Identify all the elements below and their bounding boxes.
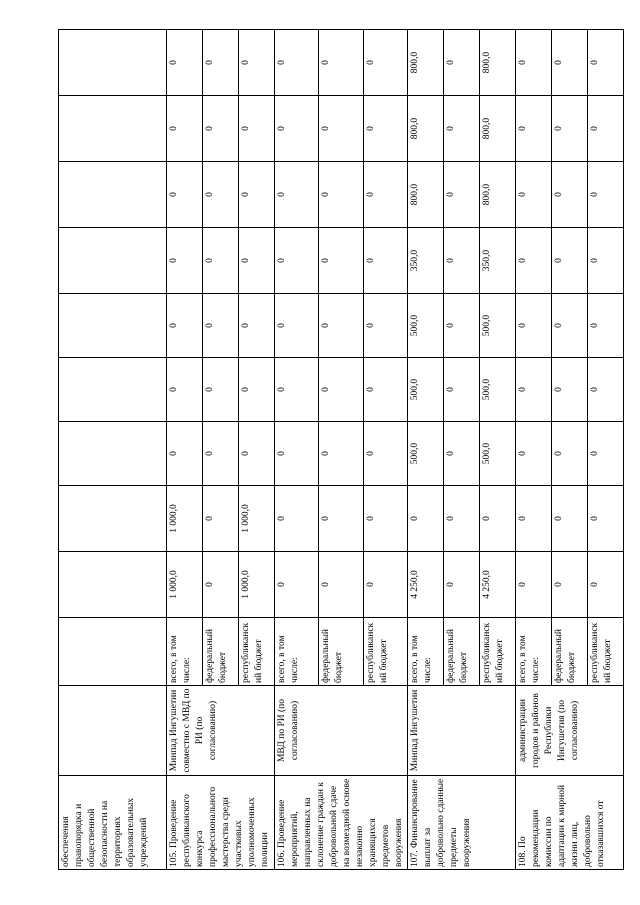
amount-cell: 0 — [275, 96, 319, 162]
amount-cell: 0 — [480, 486, 516, 552]
amount-cell: 0 — [275, 228, 319, 294]
funding-source-cell: республиканский бюджет — [480, 618, 516, 686]
amount-cell: 0 — [552, 422, 588, 486]
funding-source-cell: всего, в том числе: — [408, 618, 444, 686]
amount-cell: 0 — [444, 30, 480, 96]
amount-cell: 0 — [444, 422, 480, 486]
amount-cell: 0 — [588, 162, 624, 228]
executor-cell: Минпад Ингушетии — [408, 686, 516, 776]
amount-cell: 0 — [552, 162, 588, 228]
amount-cell — [59, 358, 167, 422]
amount-cell — [59, 162, 167, 228]
amount-cell: 0 — [167, 96, 203, 162]
amount-cell: 0 — [319, 358, 363, 422]
amount-cell — [59, 30, 167, 96]
amount-cell: 0 — [363, 228, 407, 294]
amount-cell: 0 — [363, 358, 407, 422]
amount-cell: 0 — [516, 486, 552, 552]
amount-cell: 0 — [552, 294, 588, 358]
amount-cell: 800,0 — [480, 30, 516, 96]
amount-cell: 0 — [203, 294, 239, 358]
amount-cell: 500,0 — [480, 294, 516, 358]
amount-cell: 0 — [275, 422, 319, 486]
executor-cell: Минпад Ингушетии совместно с МВД по РИ (по согласованию) — [167, 686, 275, 776]
amount-cell: 0 — [363, 486, 407, 552]
amount-cell — [59, 552, 167, 618]
amount-cell: 0 — [167, 422, 203, 486]
amount-cell: 0 — [203, 552, 239, 618]
amount-cell: 4 250,0 — [408, 552, 444, 618]
amount-cell: 0 — [203, 358, 239, 422]
table-row — [408, 30, 444, 870]
amount-cell: 0 — [588, 294, 624, 358]
event-cell: 108. По рекомендации комиссии по адаптации к мирной жизни лиц, добровольно отказавшихся от — [516, 776, 624, 870]
amount-cell: 0 — [319, 162, 363, 228]
amount-cell: 0 — [516, 30, 552, 96]
amount-cell: 0 — [552, 486, 588, 552]
amount-cell: 0 — [408, 486, 444, 552]
amount-cell — [59, 96, 167, 162]
amount-cell: 500,0 — [408, 294, 444, 358]
funding-source-cell: республиканский бюджет — [239, 618, 275, 686]
amount-cell: 0 — [363, 30, 407, 96]
table-row — [59, 30, 167, 870]
amount-cell — [59, 294, 167, 358]
amount-cell: 0 — [588, 552, 624, 618]
amount-cell — [59, 228, 167, 294]
amount-cell: 0 — [275, 486, 319, 552]
amount-cell: 0 — [444, 228, 480, 294]
amount-cell: 0 — [444, 162, 480, 228]
amount-cell: 350,0 — [408, 228, 444, 294]
amount-cell: 0 — [552, 30, 588, 96]
rotated-table-wrapper — [58, 30, 613, 870]
funding-source-cell: республиканский бюджет — [363, 618, 407, 686]
amount-cell: 0 — [319, 96, 363, 162]
funding-source-cell: федеральный бюджет — [203, 618, 239, 686]
amount-cell: 1 000,0 — [239, 486, 275, 552]
amount-cell: 0 — [588, 422, 624, 486]
amount-cell: 0 — [516, 294, 552, 358]
amount-cell: 0 — [167, 358, 203, 422]
amount-cell: 0 — [319, 552, 363, 618]
funding-source-cell: республиканский бюджет — [588, 618, 624, 686]
amount-cell: 0 — [203, 162, 239, 228]
amount-cell — [59, 486, 167, 552]
amount-cell: 0 — [319, 30, 363, 96]
amount-cell: 500,0 — [480, 422, 516, 486]
amount-cell: 0 — [319, 294, 363, 358]
amount-cell: 0 — [167, 294, 203, 358]
amount-cell: 0 — [275, 30, 319, 96]
amount-cell: 0 — [319, 228, 363, 294]
amount-cell: 0 — [444, 358, 480, 422]
amount-cell: 0 — [275, 358, 319, 422]
funding-source-cell: федеральный бюджет — [444, 618, 480, 686]
amount-cell: 800,0 — [480, 162, 516, 228]
amount-cell: 0 — [588, 486, 624, 552]
funding-source-cell — [59, 618, 167, 686]
amount-cell: 0 — [444, 96, 480, 162]
amount-cell: 0 — [588, 96, 624, 162]
amount-cell: 0 — [516, 162, 552, 228]
amount-cell: 0 — [239, 30, 275, 96]
amount-cell: 0 — [275, 162, 319, 228]
amount-cell: 0 — [516, 96, 552, 162]
amount-cell: 1 000,0 — [167, 486, 203, 552]
amount-cell: 800,0 — [408, 96, 444, 162]
amount-cell — [59, 422, 167, 486]
funding-source-cell: всего, в том числе: — [167, 618, 203, 686]
amount-cell: 0 — [319, 486, 363, 552]
budget-table — [58, 29, 624, 870]
event-cell: 105. Проведение республиканского конкурса профессионального мастерства среди участковых уполномоченных полиции — [167, 776, 275, 870]
amount-cell: 0 — [239, 96, 275, 162]
amount-cell: 0 — [363, 552, 407, 618]
event-cell: 106. Проведение мероприятий, направленных на склонение граждан к добровольной сдаче на возмездной основе незаконно хранящихся предметов вооружения — [275, 776, 408, 870]
amount-cell: 0 — [552, 552, 588, 618]
amount-cell: 4 250,0 — [480, 552, 516, 618]
amount-cell: 800,0 — [408, 30, 444, 96]
executor-cell: администрации городов и районов Республики Ингушетия (по согласованию) — [516, 686, 624, 776]
table-row — [167, 30, 203, 870]
executor-cell — [59, 686, 167, 776]
amount-cell: 0 — [363, 294, 407, 358]
amount-cell: 0 — [319, 422, 363, 486]
amount-cell: 0 — [363, 162, 407, 228]
amount-cell: 0 — [363, 422, 407, 486]
amount-cell: 800,0 — [408, 162, 444, 228]
amount-cell: 500,0 — [480, 358, 516, 422]
amount-cell: 1 000,0 — [239, 552, 275, 618]
table-body — [59, 30, 624, 870]
amount-cell: 0 — [203, 30, 239, 96]
event-cell: 107. Финансирование выплат за добровольно сданные предметы вооружения — [408, 776, 516, 870]
amount-cell: 0 — [516, 228, 552, 294]
amount-cell: 0 — [363, 96, 407, 162]
amount-cell: 0 — [552, 358, 588, 422]
amount-cell: 0 — [203, 96, 239, 162]
table-row — [275, 30, 319, 870]
amount-cell: 0 — [552, 96, 588, 162]
amount-cell: 0 — [167, 162, 203, 228]
amount-cell: 0 — [516, 358, 552, 422]
amount-cell: 0 — [275, 294, 319, 358]
amount-cell: 800,0 — [480, 96, 516, 162]
amount-cell: 0 — [203, 228, 239, 294]
amount-cell: 0 — [588, 30, 624, 96]
amount-cell: 0 — [239, 228, 275, 294]
funding-source-cell: всего, в том числе: — [516, 618, 552, 686]
amount-cell: 0 — [239, 358, 275, 422]
amount-cell: 0 — [275, 552, 319, 618]
funding-source-cell: федеральный бюджет — [319, 618, 363, 686]
amount-cell: 500,0 — [408, 358, 444, 422]
amount-cell: 0 — [516, 552, 552, 618]
amount-cell: 0 — [239, 162, 275, 228]
amount-cell: 0 — [552, 228, 588, 294]
table-row — [516, 30, 552, 870]
amount-cell: 350,0 — [480, 228, 516, 294]
amount-cell: 0 — [444, 294, 480, 358]
amount-cell: 0 — [516, 422, 552, 486]
amount-cell: 0 — [167, 228, 203, 294]
funding-source-cell: всего, в том числе: — [275, 618, 319, 686]
amount-cell: 0 — [239, 294, 275, 358]
amount-cell: 0 — [588, 228, 624, 294]
amount-cell: 0 — [444, 486, 480, 552]
amount-cell: 0 — [203, 422, 239, 486]
amount-cell: 0 — [588, 358, 624, 422]
amount-cell: 1 000,0 — [167, 552, 203, 618]
amount-cell: 0 — [444, 552, 480, 618]
amount-cell: 0 — [167, 30, 203, 96]
funding-source-cell: федеральный бюджет — [552, 618, 588, 686]
amount-cell: 0 — [239, 422, 275, 486]
event-cell: обеспечения правопорядка и общественной безопасности на территориях образовательных учреждений — [59, 776, 167, 870]
amount-cell: 0 — [203, 486, 239, 552]
amount-cell: 500,0 — [408, 422, 444, 486]
executor-cell: МВД по РИ (по согласованию) — [275, 686, 408, 776]
